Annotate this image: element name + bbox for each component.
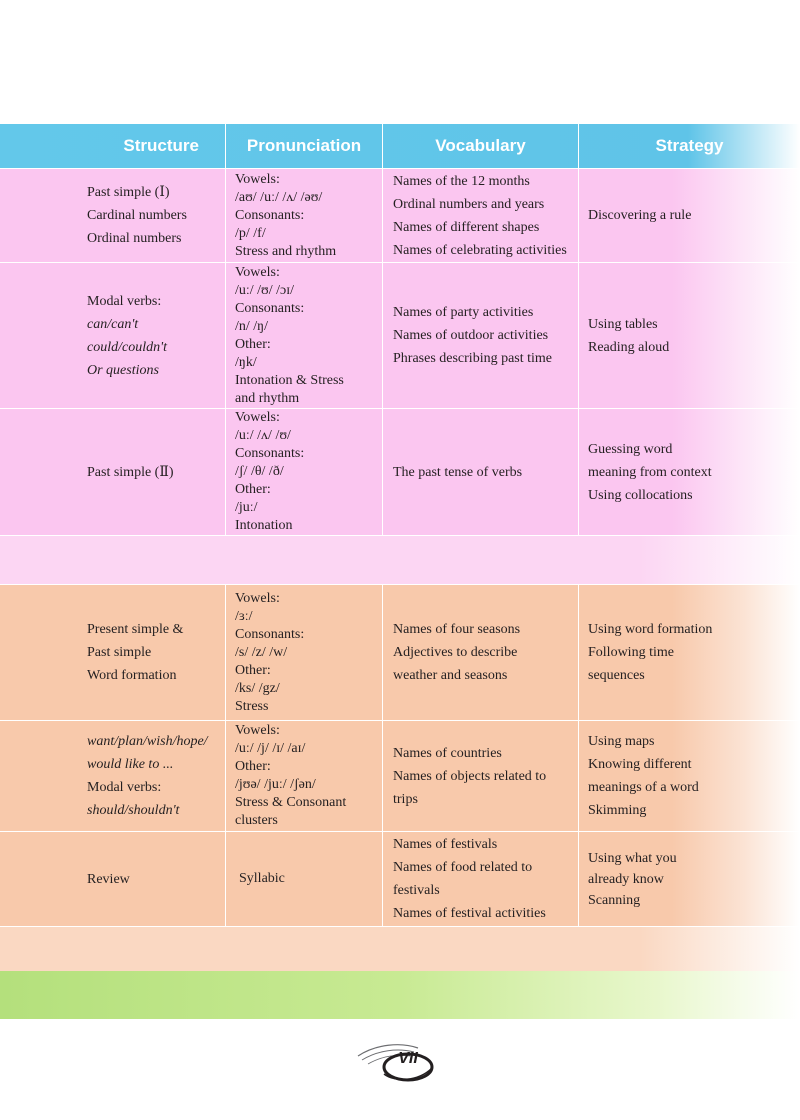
footer-green-bar [0,971,800,1019]
pronunciation-cell: Vowels: /uː/ /ʊ/ /ɔɪ/ Consonants: /n/ /ŋ/ Other: /ŋk/ Intonation & Stress and rhythm [225,263,382,408]
table-row [0,720,800,831]
pronunciation-cell: Vowels: /ɜː/ Consonants: /s/ /z/ /w/ Other: /ks/ /gz/ Stress [225,585,382,720]
header-vocabulary: Vocabulary [382,124,578,168]
vocabulary-cell: Names of countries Names of objects related to trips [382,721,578,831]
pronunciation-cell: Vowels: /uː/ /ʌ/ /ʊ/ Consonants: /ʃ/ /θ/ /ð/ Other: /juː/ Intonation [225,409,382,535]
table-row [0,168,800,262]
vocabulary-cell: Names of the 12 months Ordinal numbers and years Names of different shapes Names of celebrating activities [382,169,578,262]
vocabulary-cell: Names of party activities Names of outdoor activities Phrases describing past time [382,263,578,408]
header-structure: Structure [123,136,199,155]
strategy-cell: Using what you already know Scanning [578,832,800,926]
syllabus-table [0,124,800,973]
vocabulary-cell: The past tense of verbs [382,409,578,535]
section-divider [0,926,800,973]
strategy-cell: Using maps Knowing different meanings of a word Skimming [578,721,800,831]
structure-cell: Review [87,871,130,887]
pronunciation-cell: Syllabic [225,832,382,926]
strategy-cell: Using tables Reading aloud [578,263,800,408]
header-pronunciation: Pronunciation [225,124,382,168]
structure-cell: Past simple (Ⅰ) Cardinal numbers Ordinal numbers [87,185,187,246]
strategy-cell: Discovering a rule [578,169,800,262]
pronunciation-cell: Vowels: /uː/ /j/ /ɪ/ /aɪ/ Other: /jʊə/ /juː/ /ʃən/ Stress & Consonant clusters [225,721,382,831]
structure-cell: Modal verbs: can/can't could/couldn't Or questions [87,293,167,378]
vocabulary-cell: Names of festivals Names of food related to festivals Names of festival activities [382,832,578,926]
pronunciation-cell: Vowels: /aʊ/ /uː/ /ʌ/ /əʊ/ Consonants: /p/ /f/ Stress and rhythm [225,169,382,262]
section-divider [0,535,800,584]
vocabulary-cell: Names of four seasons Adjectives to describe weather and seasons [382,585,578,720]
page-number: VII [398,1050,418,1067]
structure-cell: want/plan/wish/hope/ would like to ... Modal verbs: should/shouldn't [87,734,208,818]
structure-cell: Present simple & Past simple Word formation [87,622,184,683]
table-row [0,408,800,535]
structure-cell: Past simple (Ⅱ) [87,464,174,480]
strategy-cell: Using word formation Following time sequences [578,585,800,720]
table-header [0,124,800,168]
table-row [0,831,800,926]
table-row [0,584,800,720]
table-row [0,262,800,408]
strategy-cell: Guessing word meaning from context Using collocations [578,409,800,535]
header-strategy: Strategy [578,124,800,168]
